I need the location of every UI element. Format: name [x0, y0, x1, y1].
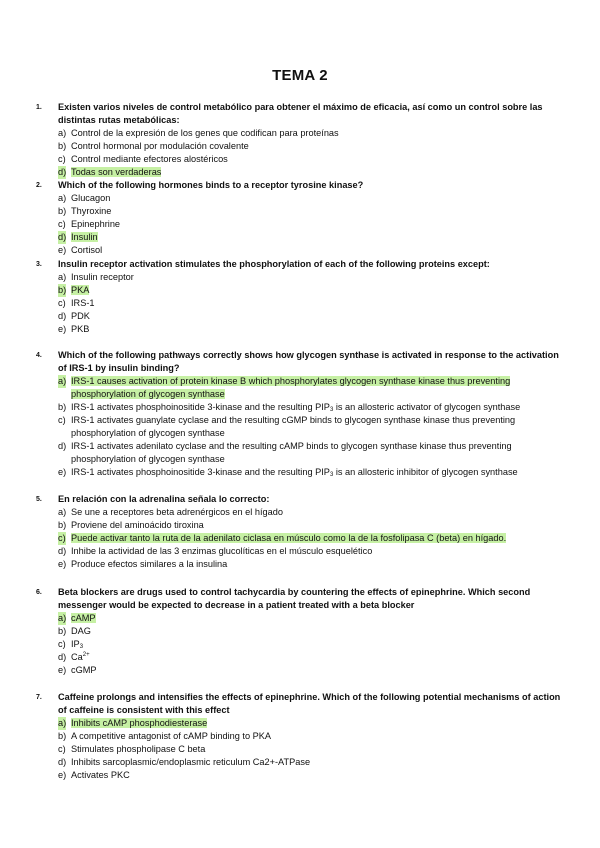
answer-option [36, 271, 568, 284]
option-letter: a) [58, 507, 67, 517]
answer-option [36, 651, 568, 664]
option-text: Stimulates phospholipase C beta [71, 744, 206, 754]
answer-option-correct [36, 284, 568, 297]
option-text: Activates PKC [71, 770, 130, 780]
option-letter: c) [58, 415, 66, 425]
option-letter: e) [58, 467, 67, 477]
question-3 [36, 258, 568, 336]
question-stem [36, 349, 568, 375]
question-5 [36, 493, 568, 571]
answer-option [36, 625, 568, 638]
option-letter: e) [58, 559, 67, 569]
option-letter: b) [58, 626, 67, 636]
option-letter: b) [58, 731, 67, 741]
option-letter: d) [58, 652, 67, 662]
option-letter: e) [58, 245, 67, 255]
option-letter: d) [58, 311, 67, 321]
answer-option [36, 205, 568, 218]
option-text: Produce efectos similares a la insulina [71, 559, 228, 569]
option-letter: b) [58, 285, 67, 295]
answer-option [36, 756, 568, 769]
option-text: Control de la expresión de los genes que codifican para proteínas [71, 128, 339, 138]
option-text: A competitive antagonist of cAMP binding to PKA [71, 731, 272, 741]
option-text: Inhibits sarcoplasmic/endoplasmic reticulum Ca2+-ATPase [71, 757, 311, 767]
subscript: 3 [329, 472, 334, 478]
answer-option-correct [36, 612, 568, 625]
subscript: 3 [79, 644, 84, 650]
answer-option [36, 440, 568, 466]
option-text: Proviene del aminoácido tiroxina [71, 520, 204, 530]
option-text: DAG [71, 626, 91, 636]
option-letter: c) [58, 744, 66, 754]
option-text: Glucagon [71, 193, 111, 203]
question-text: En relación con la adrenalina señala lo correcto: [58, 494, 270, 504]
answer-option-correct [36, 231, 568, 244]
option-text: IP [71, 639, 80, 649]
answer-option [36, 506, 568, 519]
option-text: Control hormonal por modulación covalente [71, 141, 249, 151]
subscript: 3 [329, 407, 334, 413]
option-text: Puede activar tanto la ruta de la adenilato ciclasa en músculo como la de la fosfolipasa C (beta) en hígado. [71, 533, 507, 543]
option-letter: d) [58, 232, 67, 242]
answer-option [36, 127, 568, 140]
option-letter: a) [58, 376, 67, 386]
question-stem [36, 101, 568, 127]
option-text: Control mediante efectores alostéricos [71, 154, 228, 164]
option-text: IRS-1 activates phosphoinositide 3-kinase and the resulting PIP [71, 467, 330, 477]
option-letter: d) [58, 167, 67, 177]
option-letter: d) [58, 546, 67, 556]
answer-option [36, 545, 568, 558]
option-letter: c) [58, 639, 66, 649]
option-text: Inhibits cAMP phosphodiesterase [71, 718, 208, 728]
question-7 [36, 691, 568, 782]
question-stem [36, 258, 568, 271]
superscript: 2+ [82, 652, 90, 658]
option-letter: a) [58, 128, 67, 138]
question-text: Beta blockers are drugs used to control tachycardia by countering the effects of epinephrine. Which second messenger would be expected to decrease in a patient treated with a beta blocker [58, 587, 531, 610]
answer-option [36, 297, 568, 310]
option-text: IRS-1 [71, 298, 95, 308]
option-text: Insulin receptor [71, 272, 134, 282]
answer-option [36, 401, 568, 414]
question-number: 6. [36, 589, 42, 596]
answer-option [36, 519, 568, 532]
option-text: IRS-1 causes activation of protein kinase B which phosphorylates glycogen synthase kinase thus preventing phosphorylation of glycogen synthase [71, 376, 511, 399]
answer-option [36, 769, 568, 782]
option-letter: c) [58, 154, 66, 164]
question-stem [36, 586, 568, 612]
option-text: Todas son verdaderas [71, 167, 162, 177]
question-1 [36, 101, 568, 179]
option-letter: d) [58, 757, 67, 767]
option-text: cGMP [71, 665, 97, 675]
answer-option-correct [36, 166, 568, 179]
answer-option [36, 140, 568, 153]
question-number: 3. [36, 261, 42, 268]
answer-option [36, 218, 568, 231]
option-letter: c) [58, 219, 66, 229]
question-stem [36, 691, 568, 717]
option-text-continued: is an allosteric activator of glycogen synthase [333, 402, 521, 412]
answer-option-correct [36, 717, 568, 730]
answer-option [36, 414, 568, 440]
question-text: Which of the following pathways correctly shows how glycogen synthase is activated in response to the activation of IRS-1 by insulin binding? [58, 350, 559, 373]
option-text: Ca [71, 652, 83, 662]
question-2 [36, 179, 568, 257]
question-4 [36, 349, 568, 479]
question-text: Which of the following hormones binds to a receptor tyrosine kinase? [58, 180, 364, 190]
question-number: 4. [36, 352, 42, 359]
option-letter: e) [58, 665, 67, 675]
answer-option [36, 730, 568, 743]
option-text: Se une a receptores beta adrenérgicos en el hígado [71, 507, 283, 517]
answer-option [36, 192, 568, 205]
answer-option [36, 244, 568, 257]
answer-option [36, 664, 568, 677]
answer-option [36, 743, 568, 756]
option-letter: a) [58, 613, 67, 623]
answer-option-correct [36, 532, 568, 545]
question-stem [36, 493, 568, 506]
answer-option [36, 638, 568, 651]
question-text: Insulin receptor activation stimulates the phosphorylation of each of the following proteins except: [58, 259, 490, 269]
option-letter: a) [58, 193, 67, 203]
option-text: IRS-1 activates adenilato cyclase and the resulting cAMP binds to glycogen synthase kinase thus preventing phosphorylation of glycogen synthase [71, 441, 512, 464]
option-letter: d) [58, 441, 67, 451]
answer-option [36, 310, 568, 323]
option-letter: e) [58, 324, 67, 334]
question-number: 2. [36, 182, 42, 189]
option-text: Epinephrine [71, 219, 121, 229]
option-letter: c) [58, 298, 66, 308]
option-text: Thyroxine [71, 206, 112, 216]
question-number: 7. [36, 694, 42, 701]
option-letter: c) [58, 533, 66, 543]
option-text: Insulin [71, 232, 98, 242]
option-letter: b) [58, 520, 67, 530]
question-6 [36, 586, 568, 677]
option-letter: b) [58, 141, 67, 151]
option-letter: e) [58, 770, 67, 780]
answer-option [36, 558, 568, 571]
option-text: PDK [71, 311, 90, 321]
option-text: Cortisol [71, 245, 103, 255]
option-letter: a) [58, 272, 67, 282]
question-number: 1. [36, 104, 42, 111]
option-letter: b) [58, 206, 67, 216]
answer-option [36, 323, 568, 336]
question-stem [36, 179, 568, 192]
option-letter: a) [58, 718, 67, 728]
question-text: Caffeine prolongs and intensifies the effects of epinephrine. Which of the following potential mechanisms of action of caffeine is consistent with this effect [58, 692, 561, 715]
page-title: TEMA 2 [272, 67, 328, 84]
option-text: PKA [71, 285, 90, 295]
question-text: Existen varios niveles de control metabólico para obtener el máximo de eficacia, así como un control sobre las distintas rutas metabólicas: [58, 102, 543, 125]
option-text: IRS-1 activates phosphoinositide 3-kinase and the resulting PIP [71, 402, 330, 412]
option-letter: b) [58, 402, 67, 412]
option-text: Inhibe la actividad de las 3 enzimas glucolíticas en el músculo esquelético [71, 546, 373, 556]
question-number: 5. [36, 496, 42, 503]
option-text-continued: is an allosteric inhibitor of glycogen synthase [333, 467, 518, 477]
answer-option [36, 466, 568, 479]
option-text: PKB [71, 324, 90, 334]
option-text: cAMP [71, 613, 96, 623]
answer-option [36, 153, 568, 166]
option-text: IRS-1 activates guanylate cyclase and the resulting cGMP binds to glycogen synthase kinase thus preventing phosphorylation of glycogen synthase [71, 415, 516, 438]
answer-option-correct [36, 375, 568, 401]
